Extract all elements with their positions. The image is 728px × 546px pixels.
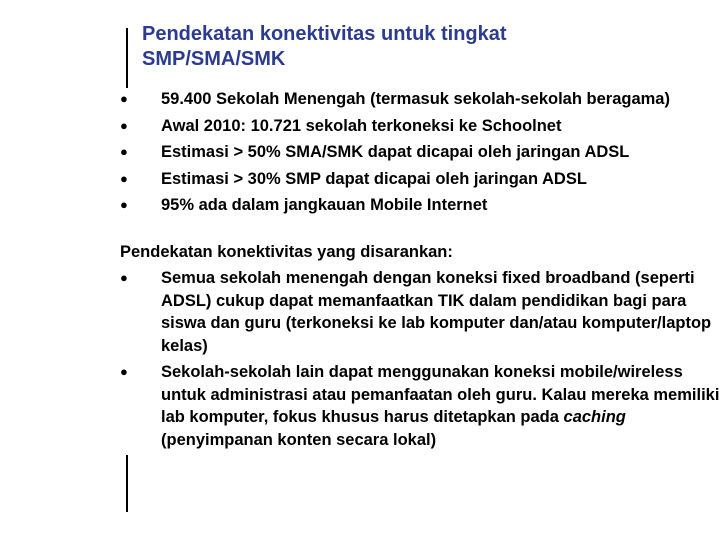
emphasized-term: caching [563, 408, 626, 426]
slide-title [142, 22, 702, 72]
bullet-icon: ● [120, 197, 128, 212]
list-item [120, 141, 720, 164]
facts-list [120, 88, 720, 217]
bullet-icon: ● [120, 364, 128, 379]
list-item-text: Estimasi > 50% SMA/SMK dapat dicapai oleh jaringan ADSL [161, 143, 630, 161]
slide-title-line-2: SMP/SMA/SMK [142, 48, 286, 70]
bullet-icon: ● [120, 170, 128, 186]
list-item-text [161, 363, 719, 449]
section-heading: Pendekatan konektivitas yang disarankan: [120, 242, 453, 261]
recommendations-list [120, 267, 720, 451]
list-item-text: Semua sekolah menengah dengan koneksi fixed broadband (seperti ADSL) cukup dapat memanfaatkan TIK dalam pendidikan bagi para siswa dan guru (terkoneksi ke lab komputer dan/atau komputer/laptop kelas) [161, 269, 712, 355]
list-item [120, 194, 720, 217]
list-item-text-part: Sekolah-sekolah lain dapat menggunakan koneksi mobile/wireless untuk administrasi atau pemanfaatan oleh guru. Kalau mereka memiliki lab komputer, fokus khusus harus ditetapkan pada [161, 363, 720, 426]
list-item-text: 95% ada dalam jangkauan Mobile Internet [161, 196, 488, 214]
slide-body [120, 88, 720, 455]
list-item-text: 59.400 Sekolah Menengah (termasuk sekolah-sekolah beragama) [161, 90, 670, 108]
list-item-text: Awal 2010: 10.721 sekolah terkoneksi ke Schoolnet [161, 116, 562, 135]
list-item [120, 88, 720, 111]
list-item [120, 168, 720, 191]
slide-title-line-1: Pendekatan konektivitas untuk tingkat [142, 23, 507, 45]
bullet-icon: ● [120, 91, 128, 106]
bullet-icon: ● [120, 270, 128, 285]
list-item [120, 361, 720, 451]
bullet-icon: ● [120, 117, 128, 133]
bullet-icon: ● [120, 144, 128, 159]
list-item [120, 115, 720, 138]
list-item [120, 267, 720, 357]
list-item-text-part: (penyimpanan konten secara lokal) [161, 430, 437, 449]
list-item-text: Estimasi > 30% SMP dapat dicapai oleh jaringan ADSL [161, 169, 587, 188]
